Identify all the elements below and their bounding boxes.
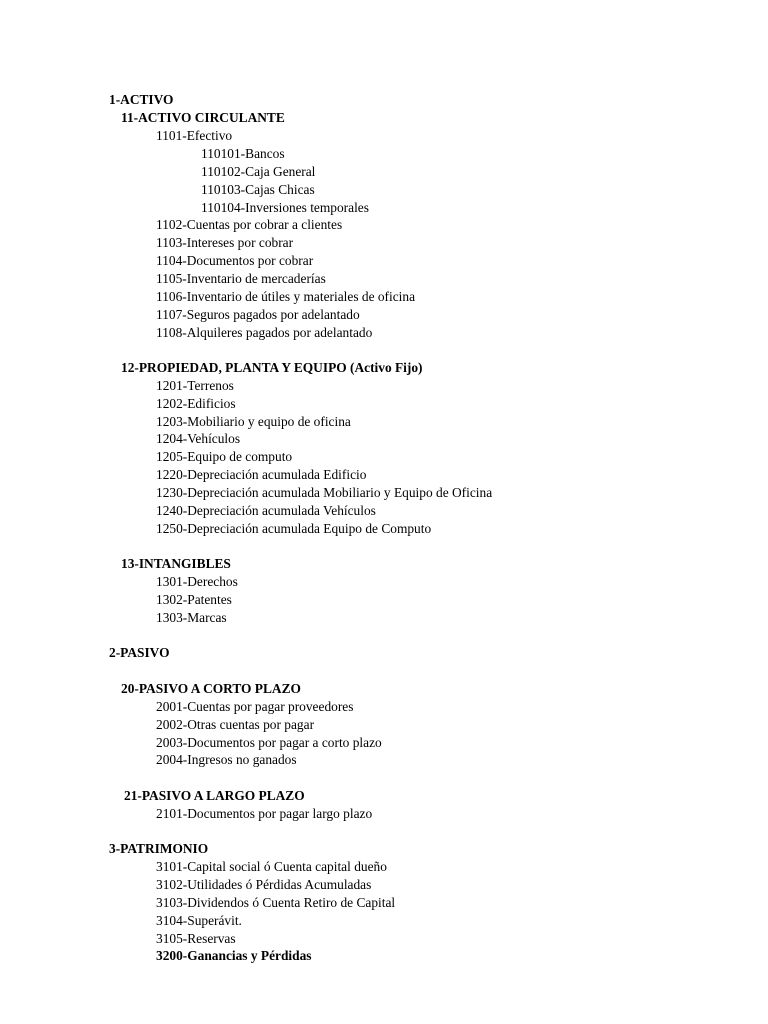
account-item: 1303-Marcas [156,610,227,625]
account-item: 2002-Otras cuentas por pagar [156,717,315,732]
account-item: 1204-Vehículos [156,431,241,446]
heading-patrimonio: 3-PATRIMONIO [109,841,209,856]
account-item: 1107-Seguros pagados por adelantado [156,307,360,322]
heading-activo-circulante: 11-ACTIVO CIRCULANTE [121,110,285,125]
heading-activo-fijo: 12-PROPIEDAD, PLANTA Y EQUIPO (Activo Fijo) [121,360,423,375]
account-item: 1240-Depreciación acumulada Vehículos [156,503,376,518]
account-item: 1201-Terrenos [156,378,234,393]
account-item: 1202-Edificios [156,396,236,411]
account-item: 1250-Depreciación acumulada Equipo de Computo [156,521,432,536]
account-item: 1102-Cuentas por cobrar a clientes [156,217,343,232]
account-ganancias-perdidas: 3200-Ganancias y Pérdidas [156,948,312,963]
account-sub: 110102-Caja General [201,164,316,179]
heading-pasivo: 2-PASIVO [109,645,170,660]
account-sub: 110103-Cajas Chicas [201,182,315,197]
account-item: 1104-Documentos por cobrar [156,253,314,268]
account-item: 1203-Mobiliario y equipo de oficina [156,414,351,429]
account-item: 1301-Derechos [156,574,238,589]
account-item: 2101-Documentos por pagar largo plazo [156,806,373,821]
account-sub: 110101-Bancos [201,146,285,161]
account-item: 1205-Equipo de computo [156,449,293,464]
account-item: 3102-Utilidades ó Pérdidas Acumuladas [156,877,372,892]
account-item: 3105-Reservas [156,931,236,946]
account-item: 1230-Depreciación acumulada Mobiliario y Equipo de Oficina [156,485,493,500]
account-item: 3104-Superávit. [156,913,242,928]
account-item: 3103-Dividendos ó Cuenta Retiro de Capital [156,895,396,910]
heading-intangibles: 13-INTANGIBLES [121,556,231,571]
account-item: 2003-Documentos por pagar a corto plazo [156,735,382,750]
account-item: 1108-Alquileres pagados por adelantado [156,325,373,340]
account-efectivo: 1101-Efectivo [156,128,233,143]
account-item: 2001-Cuentas por pagar proveedores [156,699,354,714]
heading-pasivo-largo: 21-PASIVO A LARGO PLAZO [124,788,305,803]
account-item: 1302-Patentes [156,592,232,607]
account-sub: 110104-Inversiones temporales [201,200,369,215]
heading-activo: 1-ACTIVO [109,92,174,107]
account-item: 3101-Capital social ó Cuenta capital dueño [156,859,387,874]
account-item: 1106-Inventario de útiles y materiales de oficina [156,289,416,304]
heading-pasivo-corto: 20-PASIVO A CORTO PLAZO [121,681,301,696]
account-item: 2004-Ingresos no ganados [156,752,297,767]
account-item: 1220-Depreciación acumulada Edificio [156,467,367,482]
account-item: 1105-Inventario de mercaderías [156,271,326,286]
account-item: 1103-Intereses por cobrar [156,235,294,250]
